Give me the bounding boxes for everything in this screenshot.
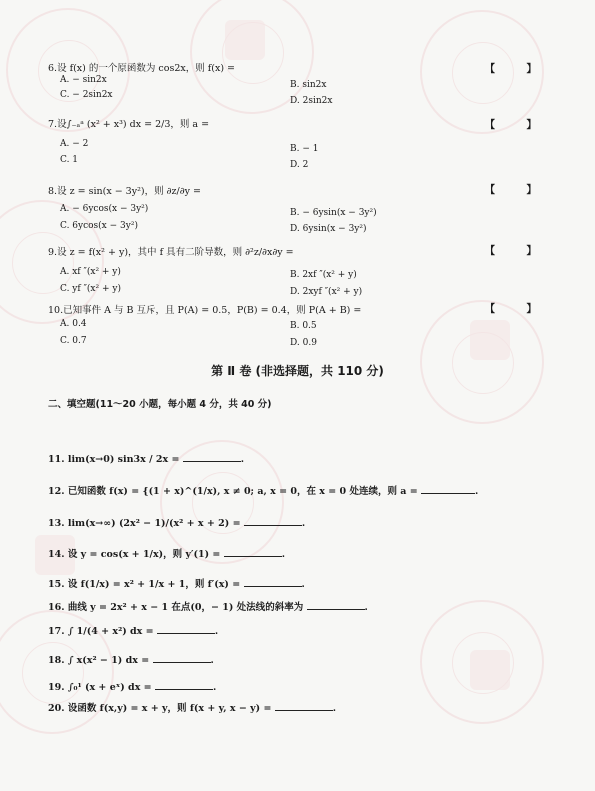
question-text: 12. 已知函数 f(x) = {(1 + x)^(1/x), x ≠ 0; a, x = 0，在 x = 0 处连续，则 a = xyxy=(48,486,418,497)
answer-bracket: 【 】 xyxy=(485,246,551,257)
fill-question-18: 18. ∫ x(x² − 1) dx = . xyxy=(48,655,214,666)
question-text: 16. 曲线 y = 2x² + x − 1 在点(0，− 1) 处法线的斜率为 xyxy=(48,602,304,613)
option-d: D. 2xyf ″(x² + y) xyxy=(290,287,363,297)
option-d: D. 0.9 xyxy=(290,338,317,348)
option-c: C. 1 xyxy=(60,155,79,165)
answer-blank xyxy=(244,577,302,587)
question-stem: 7.设∫₋ₐᵃ (x² + x³) dx = 2/3，则 a = xyxy=(48,119,210,130)
fill-question-11: 11. lim(x→0) sin3x / 2x = . xyxy=(48,454,245,465)
option-c: C. − 2sin2x xyxy=(60,90,113,100)
option-b: B. − 6ysin(x − 3y²) xyxy=(290,208,377,218)
option-b: B. 0.5 xyxy=(290,321,317,331)
fill-question-15: 15. 设 f(1/x) = x² + 1/x + 1，则 f′(x) = . xyxy=(48,579,305,590)
question-text: 20. 设函数 f(x,y) = x + y，则 f(x + y, x − y) = xyxy=(48,703,272,714)
question-text: 14. 设 y = cos(x + 1/x)，则 y′(1) = xyxy=(48,549,221,560)
option-d: D. 2sin2x xyxy=(290,96,333,106)
question-text: 13. lim(x→∞) (2x² − 1)/(x² + x + 2) = xyxy=(48,518,241,529)
answer-blank xyxy=(244,516,302,526)
option-c: C. yf ″(x² + y) xyxy=(60,284,121,294)
fill-section-header: 二、填空题(11～20 小题，每小题 4 分，共 40 分) xyxy=(48,399,272,410)
question-stem: 6.设 f(x) 的一个原函数为 cos2x，则 f(x) = xyxy=(48,63,236,74)
question-stem: 10.已知事件 A 与 B 互斥，且 P(A) = 0.5，P(B) = 0.4，则 P(A + B) = xyxy=(48,305,362,316)
watermark-logo xyxy=(470,650,510,690)
fill-question-13: 13. lim(x→∞) (2x² − 1)/(x² + x + 2) = . xyxy=(48,518,306,529)
answer-bracket: 【 】 xyxy=(485,185,551,196)
option-a: A. − 6ycos(x − 3y²) xyxy=(60,204,149,214)
question-text: 18. ∫ x(x² − 1) dx = xyxy=(48,655,150,666)
watermark-logo xyxy=(470,320,510,360)
question-text: 19. ∫₀¹ (x + eˣ) dx = xyxy=(48,682,152,693)
fill-question-20: 20. 设函数 f(x,y) = x + y，则 f(x + y, x − y) = . xyxy=(48,703,337,714)
option-d: D. 6ysin(x − 3y²) xyxy=(290,224,367,234)
question-text: 17. ∫ 1/(4 + x²) dx = xyxy=(48,626,154,637)
option-b: B. 2xf ″(x² + y) xyxy=(290,270,357,280)
answer-blank xyxy=(275,701,333,711)
answer-blank xyxy=(153,653,211,663)
option-a: A. − 2 xyxy=(60,139,89,149)
fill-question-19: 19. ∫₀¹ (x + eˣ) dx = . xyxy=(48,682,217,693)
option-c: C. 0.7 xyxy=(60,336,87,346)
fill-question-16: 16. 曲线 y = 2x² + x − 1 在点(0，− 1) 处法线的斜率为 . xyxy=(48,602,368,613)
option-d: D. 2 xyxy=(290,160,309,170)
answer-blank xyxy=(307,600,365,610)
answer-bracket: 【 】 xyxy=(485,304,551,315)
watermark-logo xyxy=(225,20,265,60)
section-title: 第 Ⅱ 卷 (非选择题，共 110 分) xyxy=(211,364,384,378)
option-c: C. 6ycos(x − 3y²) xyxy=(60,221,138,231)
answer-blank xyxy=(421,484,475,494)
option-b: B. − 1 xyxy=(290,144,319,154)
question-text: 15. 设 f(1/x) = x² + 1/x + 1，则 f′(x) = xyxy=(48,579,241,590)
option-b: B. sin2x xyxy=(290,80,327,90)
answer-blank xyxy=(157,624,215,634)
fill-question-14: 14. 设 y = cos(x + 1/x)，则 y′(1) = . xyxy=(48,549,286,560)
option-a: A. xf ″(x² + y) xyxy=(60,267,121,277)
answer-blank xyxy=(155,680,213,690)
fill-question-12: 12. 已知函数 f(x) = {(1 + x)^(1/x), x ≠ 0; a, x = 0，在 x = 0 处连续，则 a = . xyxy=(48,486,479,497)
option-a: A. − sin2x xyxy=(60,75,107,85)
answer-bracket: 【 】 xyxy=(485,64,551,75)
option-a: A. 0.4 xyxy=(60,319,87,329)
question-stem: 8.设 z = sin(x − 3y²)，则 ∂z/∂y = xyxy=(48,186,202,197)
answer-bracket: 【 】 xyxy=(485,120,551,131)
answer-blank xyxy=(224,547,282,557)
question-text: 11. lim(x→0) sin3x / 2x = xyxy=(48,454,180,465)
question-stem: 9.设 z = f(x² + y)，其中 f 具有二阶导数，则 ∂²z/∂x∂y = xyxy=(48,247,294,258)
fill-question-17: 17. ∫ 1/(4 + x²) dx = . xyxy=(48,626,219,637)
answer-blank xyxy=(183,452,241,462)
